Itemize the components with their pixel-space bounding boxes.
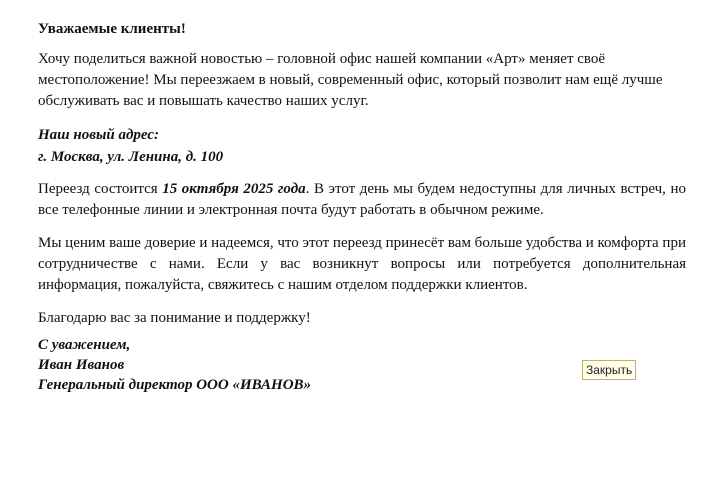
move-date-text-before: Переезд состоится bbox=[38, 181, 163, 197]
new-address-block bbox=[38, 124, 686, 168]
move-date: 15 октября 2025 года bbox=[162, 181, 306, 197]
letter-paragraph-trust: Мы ценим ваше доверие и надеемся, что этот переезд принесёт вам больше удобства и комфорта при сотрудничестве с нами. Если у вас возникнут вопросы или потребуется дополнительная информация, пожалуйста, свяжитесь с нашим отделом поддержки клиентов. bbox=[38, 235, 686, 293]
address-label: Наш новый адрес: bbox=[38, 127, 159, 143]
letter-paragraph-move-date bbox=[38, 179, 686, 221]
letter-greeting: Уважаемые клиенты! bbox=[38, 21, 186, 37]
address-value: г. Москва, ул. Ленина, д. 100 bbox=[38, 149, 224, 165]
close-button[interactable]: Закрыть bbox=[582, 360, 636, 380]
signature-title: Генеральный директор ООО «ИВАНОВ» bbox=[38, 377, 312, 393]
move-date-text-after: . В этот день мы будем недоступны для личных встреч, но все телефонные линии и электронная почта будут работать в обычном режиме. bbox=[38, 181, 686, 218]
letter-closing: Благодарю вас за понимание и поддержку! bbox=[38, 310, 311, 326]
signature-regards: С уважением, bbox=[38, 337, 131, 353]
letter bbox=[38, 18, 686, 395]
signature-name: Иван Иванов bbox=[38, 357, 125, 373]
letter-paragraph-announcement: Хочу поделиться важной новостью – головной офис нашей компании «Арт» меняет своё местоположение! Мы переезжаем в новый, современный офис, который позволит нам ещё лучше обслуживать вас и повышать качество наших услуг. bbox=[38, 51, 663, 109]
